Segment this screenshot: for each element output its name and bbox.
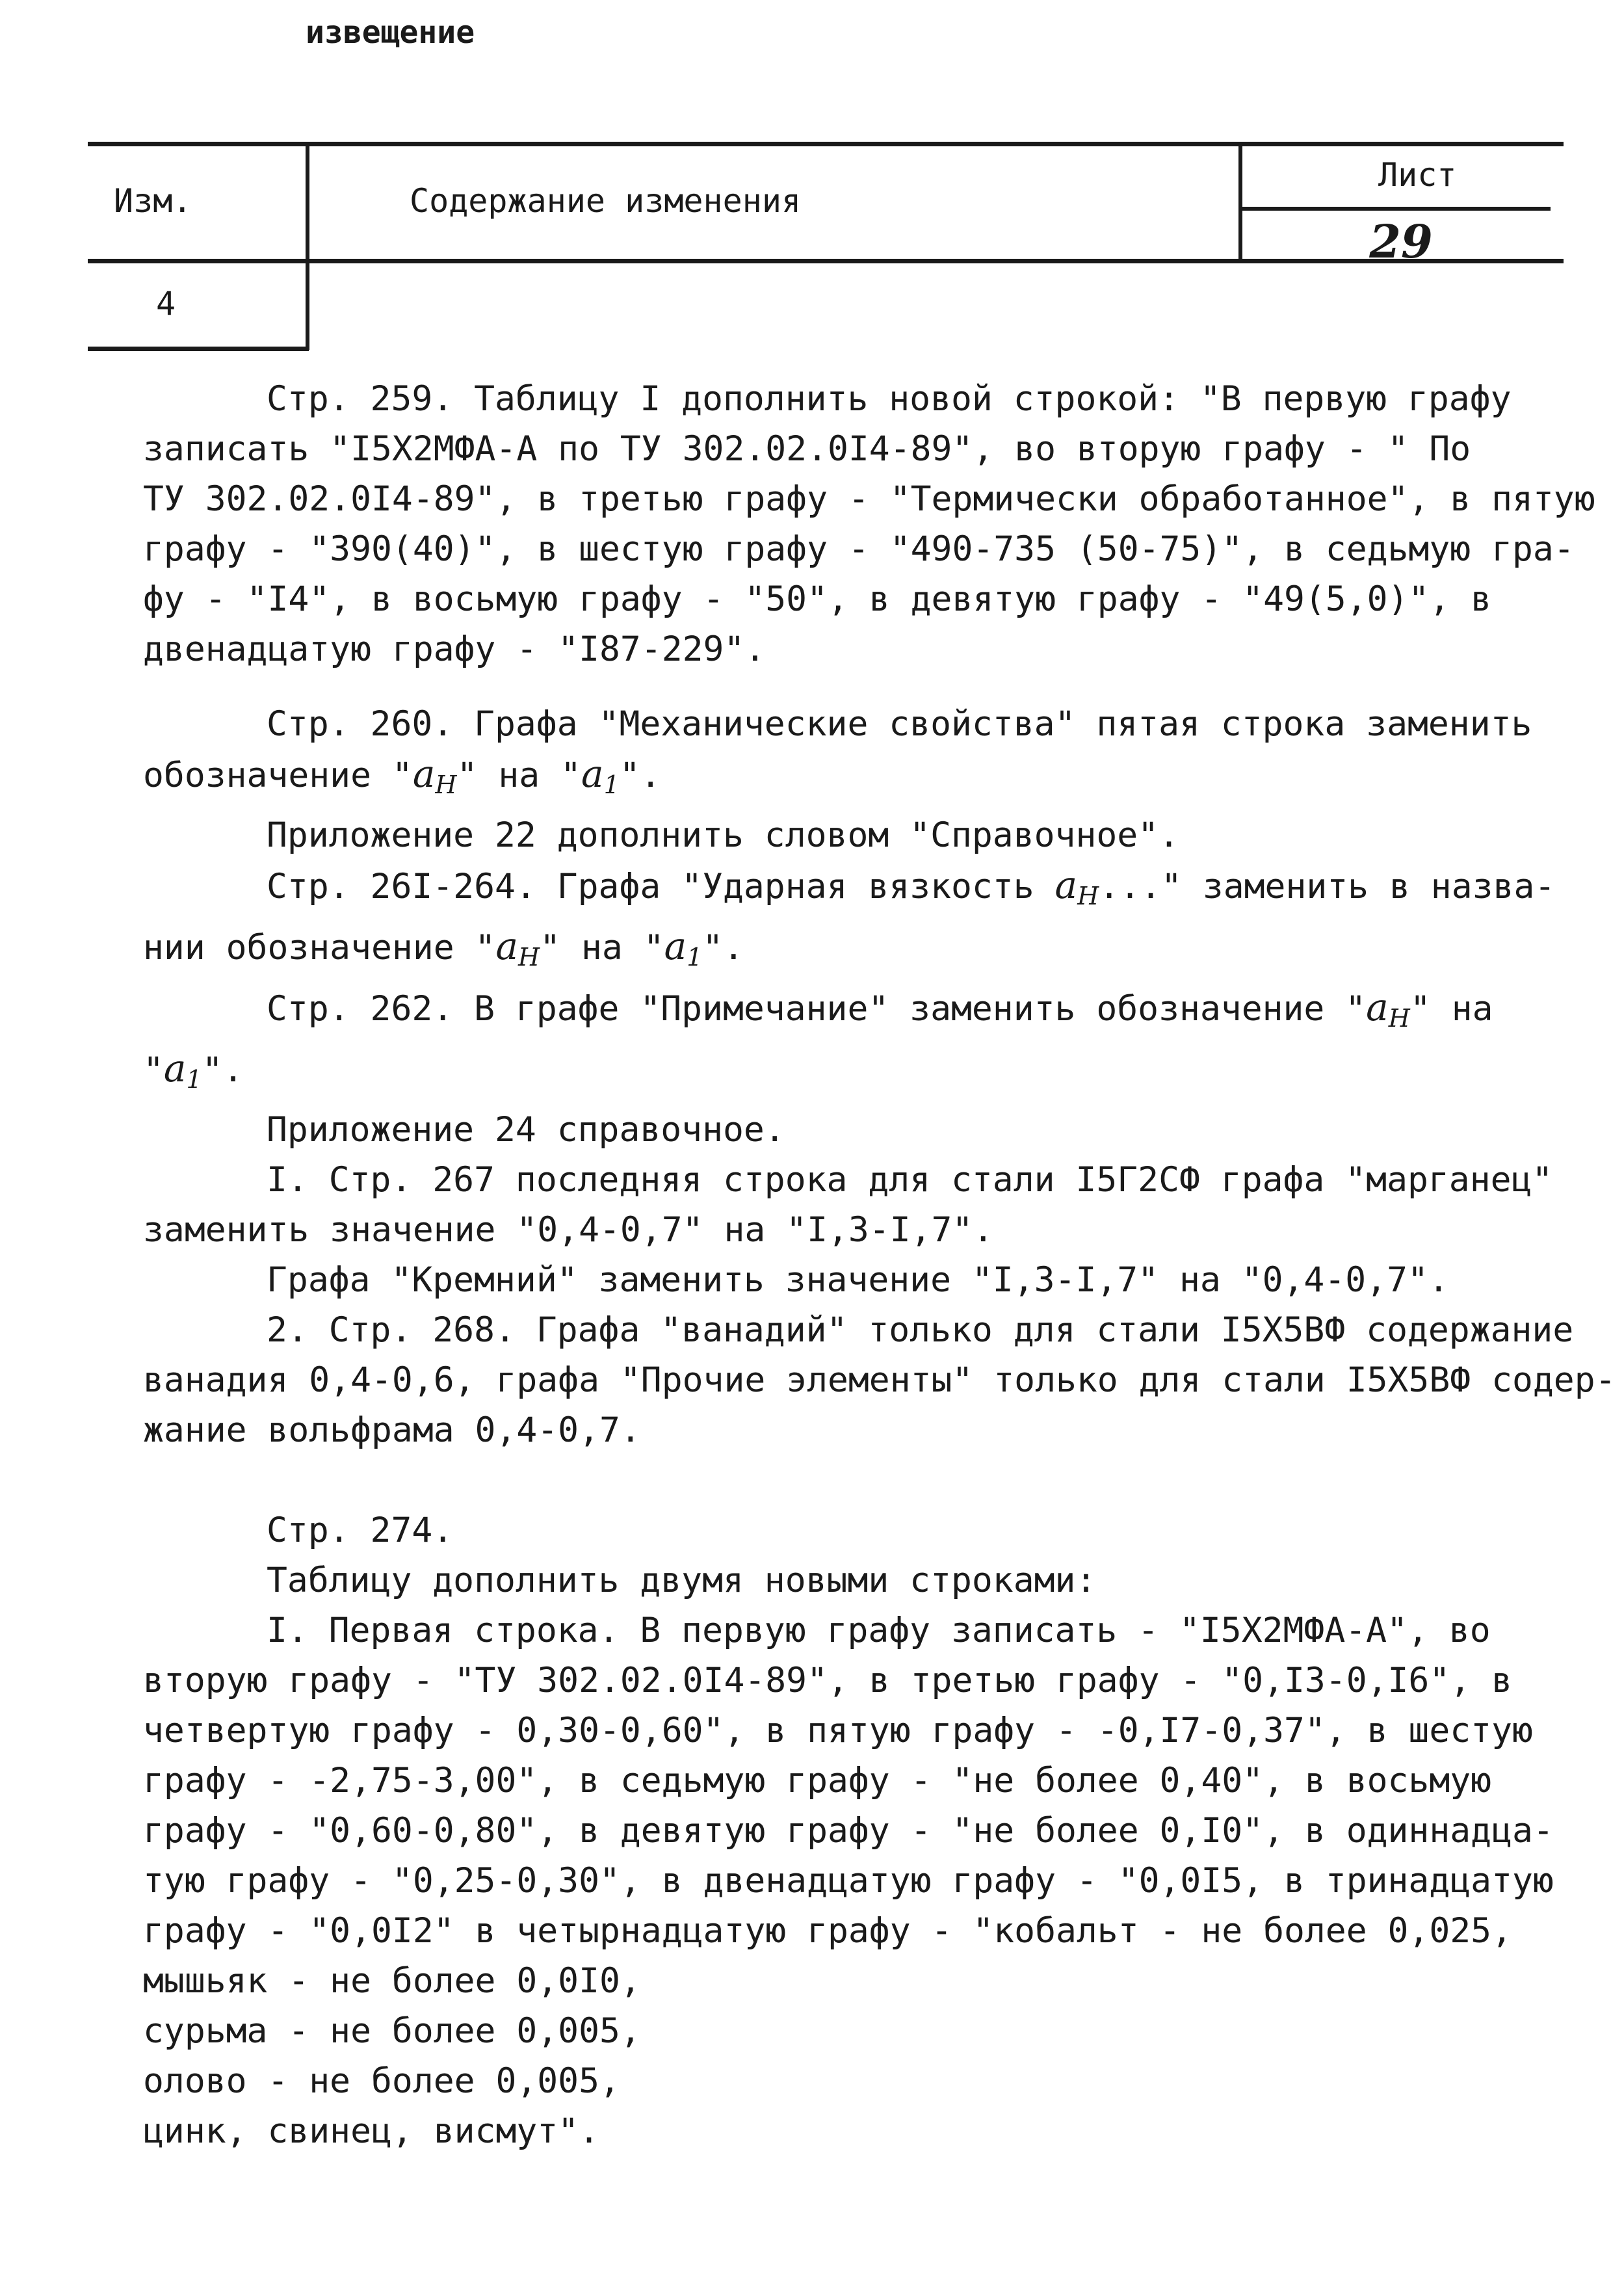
- text-line: "$a_1$".: [143, 1046, 244, 1094]
- text-line: графу - "390(40)", в шестую графу - "490-735 (50-75)", в седьмую гра-: [143, 529, 1575, 569]
- text-line: ТУ 302.02.0I4-89", в третью графу - "Термически обработанное", в пятую: [143, 479, 1595, 519]
- text-line: графу - "0,60-0,80", в девятую графу - "не более 0,I0", в одиннадца-: [143, 1811, 1554, 1851]
- text-line: I. Стр. 267 последняя строка для стали I5Г2СФ графа "марганец": [267, 1160, 1553, 1200]
- sheet-number: 29: [1369, 215, 1433, 269]
- text-line: Графа "Кремний" заменить значение "I,3-I,7" на "0,4-0,7".: [267, 1260, 1449, 1300]
- text-line: Таблицу дополнить двумя новыми строками:: [267, 1561, 1097, 1600]
- column-divider-sheet: [1238, 142, 1242, 262]
- text-line: графу - -2,75-3,00", в седьмую графу - "не более 0,40", в восьмую: [143, 1761, 1492, 1801]
- text-line: Стр. 259. Таблицу I дополнить новой строкой: "В первую графу: [267, 379, 1512, 419]
- text-line: Стр. 26I-264. Графа "Ударная вязкость $a_H$..." заменить в назва-: [267, 863, 1556, 910]
- text-line: Приложение 24 справочное.: [267, 1110, 785, 1150]
- text-line: записать "I5X2МФА-А по ТУ 302.02.0I4-89", во вторую графу - " По: [143, 429, 1471, 469]
- text-line: 2. Стр. 268. Графа "ванадий" только для стали I5X5ВФ содержание: [267, 1310, 1574, 1350]
- text-line: Стр. 262. В графе "Примечание" заменить обозначение "$a_H$" на: [267, 985, 1493, 1033]
- document-body: [143, 374, 1616, 2156]
- document-type-title: извещение: [306, 14, 475, 51]
- text-line: заменить значение "0,4-0,7" на "I,3-I,7".: [143, 1210, 994, 1250]
- symbol-a-1: $a_1$: [163, 1046, 202, 1094]
- izm-number: 4: [156, 285, 176, 323]
- text-line: Приложение 22 дополнить словом "Справочное".: [267, 815, 1179, 855]
- text-line: цинк, свинец, висмут".: [143, 2111, 599, 2151]
- symbol-a-1: $a_1$: [581, 752, 620, 799]
- symbol-a-h: $a_H$: [1054, 863, 1099, 910]
- symbol-a-h: $a_H$: [1366, 985, 1410, 1033]
- text-line: нии обозначение "$a_H$" на "$a_1$".: [143, 924, 744, 971]
- text-line: обозначение "$a_H$" на "$a_1$".: [143, 752, 661, 799]
- sheet-header: Лист: [1378, 156, 1457, 194]
- symbol-a-1: $a_1$: [664, 924, 703, 971]
- text-line: сурьма - не более 0,005,: [143, 2011, 641, 2051]
- text-line: четвертую графу - 0,30-0,60", в пятую графу - -0,I7-0,37", в шестую: [143, 1711, 1533, 1750]
- sheet-divider-rule: [1238, 207, 1551, 211]
- symbol-a-h: $a_H$: [495, 924, 540, 971]
- text-line: двенадцатую графу - "I87-229".: [143, 629, 766, 669]
- text-line: графу - "0,0I2" в четырнадцатую графу - "кобальт - не более 0,025,: [143, 1911, 1512, 1951]
- izm-header: Изм.: [114, 182, 192, 220]
- text-line: I. Первая строка. В первую графу записать - "I5X2МФА-А", во: [267, 1611, 1491, 1650]
- text-line: ванадия 0,4-0,6, графа "Прочие элементы" только для стали I5X5ВФ содер-: [143, 1360, 1616, 1400]
- content-header: Содержание изменения: [410, 182, 802, 220]
- text-line: мышьяк - не более 0,0I0,: [143, 1961, 641, 2001]
- symbol-a-h: $a_H$: [412, 752, 457, 799]
- text-line: Стр. 260. Графа "Механические свойства" пятая строка заменить: [267, 704, 1532, 744]
- text-line: тую графу - "0,25-0,30", в двенадцатую графу - "0,0I5, в тринадцатую: [143, 1861, 1554, 1901]
- text-line: вторую графу - "ТУ 302.02.0I4-89", в третью графу - "0,I3-0,I6", в: [143, 1661, 1512, 1700]
- text-line: Стр. 274.: [267, 1511, 454, 1550]
- text-line: фу - "I4", в восьмую графу - "50", в девятую графу - "49(5,0)", в: [143, 579, 1492, 619]
- column-divider-izm: [306, 142, 309, 350]
- header-row2-rule: [88, 347, 309, 351]
- text-line: олово - не более 0,005,: [143, 2061, 620, 2101]
- text-line: жание вольфрама 0,4-0,7.: [143, 1410, 641, 1450]
